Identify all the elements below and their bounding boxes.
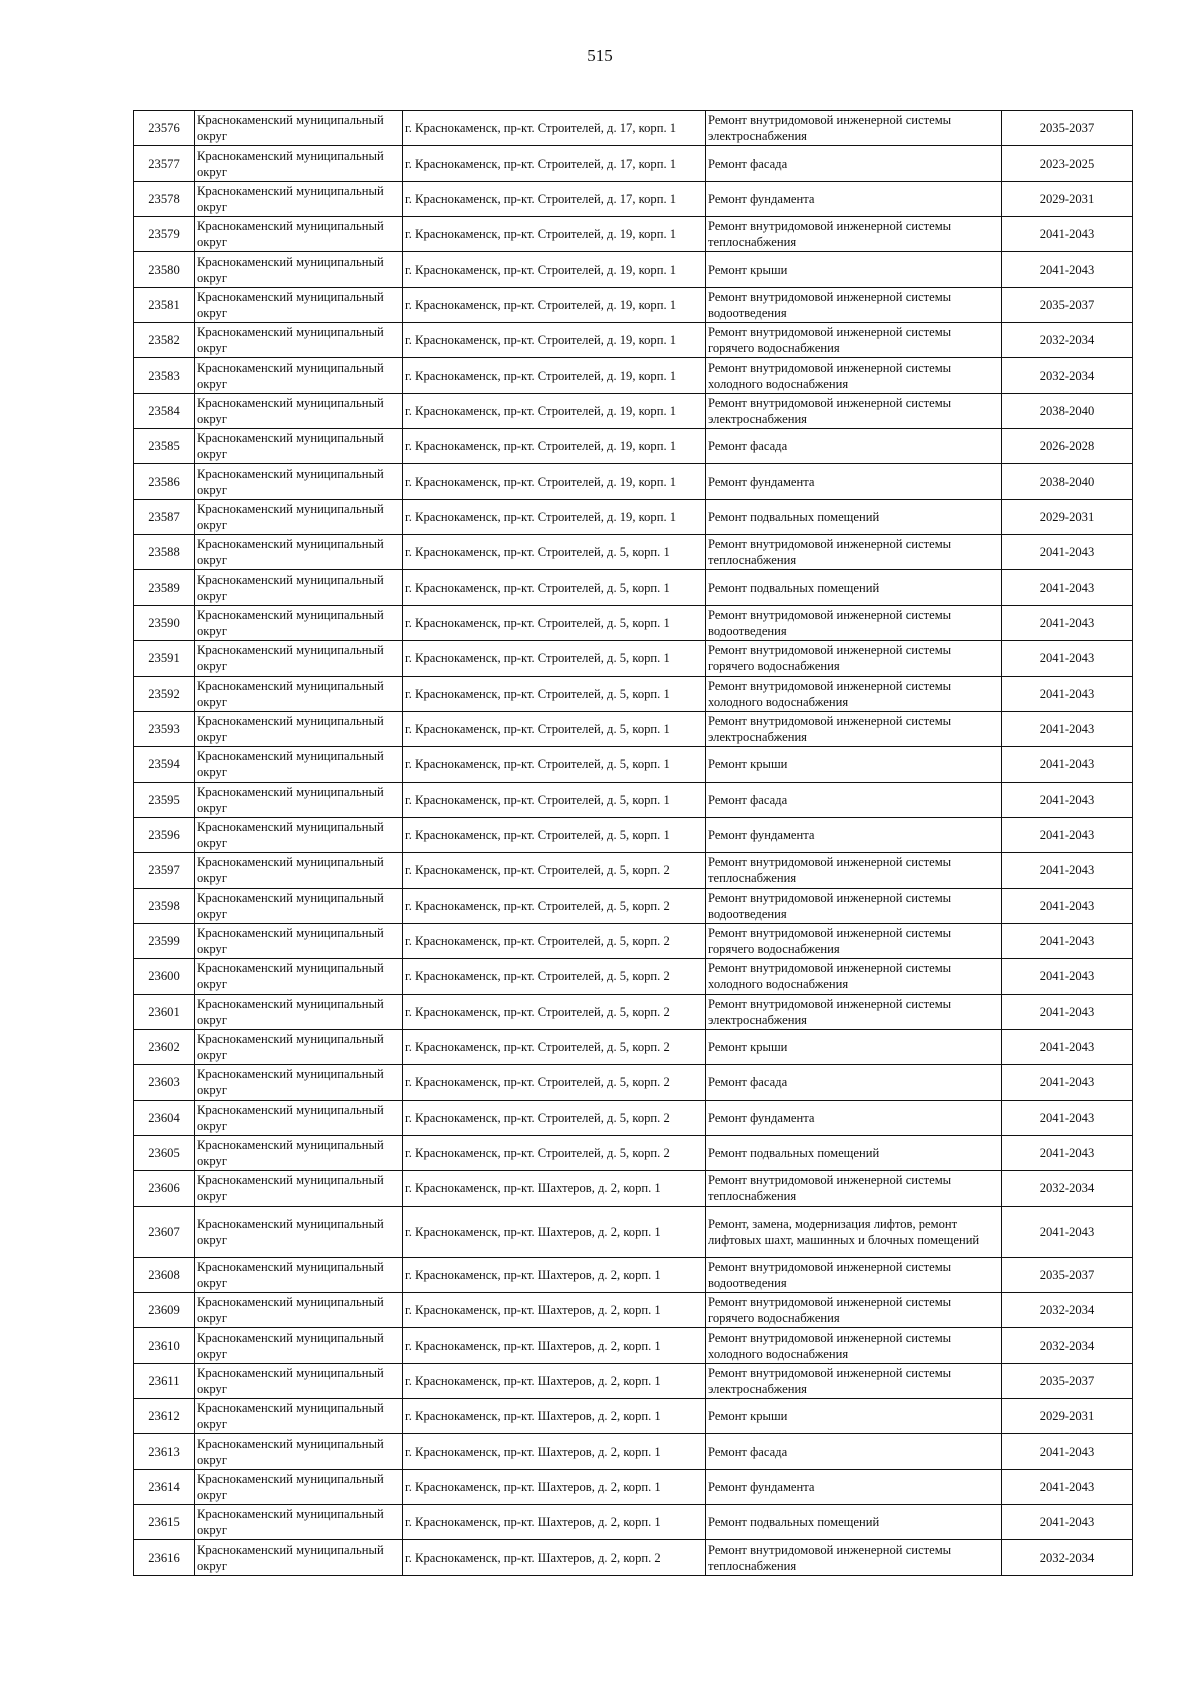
period-cell: 2032-2034 bbox=[1002, 1171, 1133, 1206]
municipality-cell: Краснокаменский муниципальный округ bbox=[195, 1206, 403, 1257]
table-row bbox=[134, 1206, 1133, 1257]
row-number-cell: 23582 bbox=[134, 323, 195, 358]
table-row bbox=[134, 1328, 1133, 1363]
address-cell: г. Краснокаменск, пр-кт. Строителей, д. 5, корп. 2 bbox=[403, 1029, 706, 1064]
address-cell: г. Краснокаменск, пр-кт. Строителей, д. 19, корп. 1 bbox=[403, 252, 706, 287]
row-number-cell: 23588 bbox=[134, 535, 195, 570]
period-cell: 2038-2040 bbox=[1002, 464, 1133, 499]
address-cell: г. Краснокаменск, пр-кт. Шахтеров, д. 2, корп. 1 bbox=[403, 1257, 706, 1292]
row-number-cell: 23600 bbox=[134, 959, 195, 994]
row-number-cell: 23595 bbox=[134, 782, 195, 817]
address-cell: г. Краснокаменск, пр-кт. Строителей, д. 5, корп. 2 bbox=[403, 1100, 706, 1135]
period-cell: 2026-2028 bbox=[1002, 429, 1133, 464]
work-type-cell: Ремонт внутридомовой инженерной системы электроснабжения bbox=[706, 1363, 1002, 1398]
municipality-cell: Краснокаменский муниципальный округ bbox=[195, 1505, 403, 1540]
row-number-cell: 23602 bbox=[134, 1029, 195, 1064]
municipality-cell: Краснокаменский муниципальный округ bbox=[195, 888, 403, 923]
work-type-cell: Ремонт фасада bbox=[706, 429, 1002, 464]
table-row bbox=[134, 711, 1133, 746]
row-number-cell: 23614 bbox=[134, 1469, 195, 1504]
municipality-cell: Краснокаменский муниципальный округ bbox=[195, 358, 403, 393]
period-cell: 2041-2043 bbox=[1002, 782, 1133, 817]
period-cell: 2041-2043 bbox=[1002, 888, 1133, 923]
municipality-cell: Краснокаменский муниципальный округ bbox=[195, 111, 403, 146]
address-cell: г. Краснокаменск, пр-кт. Строителей, д. 19, корп. 1 bbox=[403, 499, 706, 534]
municipality-cell: Краснокаменский муниципальный округ bbox=[195, 641, 403, 676]
row-number-cell: 23584 bbox=[134, 393, 195, 428]
municipality-cell: Краснокаменский муниципальный округ bbox=[195, 1540, 403, 1575]
row-number-cell: 23578 bbox=[134, 181, 195, 216]
work-type-cell: Ремонт внутридомовой инженерной системы теплоснабжения bbox=[706, 1540, 1002, 1575]
municipality-cell: Краснокаменский муниципальный округ bbox=[195, 1100, 403, 1135]
period-cell: 2041-2043 bbox=[1002, 1434, 1133, 1469]
period-cell: 2023-2025 bbox=[1002, 146, 1133, 181]
period-cell: 2032-2034 bbox=[1002, 1328, 1133, 1363]
period-cell: 2041-2043 bbox=[1002, 1206, 1133, 1257]
table-row bbox=[134, 888, 1133, 923]
table-row bbox=[134, 217, 1133, 252]
row-number-cell: 23608 bbox=[134, 1257, 195, 1292]
address-cell: г. Краснокаменск, пр-кт. Шахтеров, д. 2, корп. 1 bbox=[403, 1293, 706, 1328]
row-number-cell: 23586 bbox=[134, 464, 195, 499]
table-row bbox=[134, 570, 1133, 605]
table-row bbox=[134, 1100, 1133, 1135]
period-cell: 2041-2043 bbox=[1002, 959, 1133, 994]
municipality-cell: Краснокаменский муниципальный округ bbox=[195, 1135, 403, 1170]
table-row bbox=[134, 535, 1133, 570]
period-cell: 2041-2043 bbox=[1002, 641, 1133, 676]
address-cell: г. Краснокаменск, пр-кт. Строителей, д. 5, корп. 2 bbox=[403, 1065, 706, 1100]
period-cell: 2035-2037 bbox=[1002, 1363, 1133, 1398]
address-cell: г. Краснокаменск, пр-кт. Строителей, д. 5, корп. 1 bbox=[403, 747, 706, 782]
work-type-cell: Ремонт внутридомовой инженерной системы холодного водоснабжения bbox=[706, 676, 1002, 711]
work-type-cell: Ремонт внутридомовой инженерной системы холодного водоснабжения bbox=[706, 1328, 1002, 1363]
address-cell: г. Краснокаменск, пр-кт. Строителей, д. 17, корп. 1 bbox=[403, 146, 706, 181]
municipality-cell: Краснокаменский муниципальный округ bbox=[195, 1065, 403, 1100]
address-cell: г. Краснокаменск, пр-кт. Строителей, д. 5, корп. 1 bbox=[403, 711, 706, 746]
row-number-cell: 23576 bbox=[134, 111, 195, 146]
period-cell: 2041-2043 bbox=[1002, 923, 1133, 958]
work-type-cell: Ремонт крыши bbox=[706, 1399, 1002, 1434]
period-cell: 2035-2037 bbox=[1002, 287, 1133, 322]
municipality-cell: Краснокаменский муниципальный округ bbox=[195, 429, 403, 464]
row-number-cell: 23596 bbox=[134, 817, 195, 852]
work-type-cell: Ремонт внутридомовой инженерной системы электроснабжения bbox=[706, 393, 1002, 428]
table-row bbox=[134, 1065, 1133, 1100]
row-number-cell: 23591 bbox=[134, 641, 195, 676]
period-cell: 2029-2031 bbox=[1002, 1399, 1133, 1434]
row-number-cell: 23597 bbox=[134, 853, 195, 888]
municipality-cell: Краснокаменский муниципальный округ bbox=[195, 1257, 403, 1292]
period-cell: 2041-2043 bbox=[1002, 535, 1133, 570]
row-number-cell: 23592 bbox=[134, 676, 195, 711]
period-cell: 2041-2043 bbox=[1002, 1135, 1133, 1170]
address-cell: г. Краснокаменск, пр-кт. Строителей, д. 5, корп. 2 bbox=[403, 1135, 706, 1170]
table-row bbox=[134, 853, 1133, 888]
repair-schedule-table bbox=[133, 110, 1133, 1576]
row-number-cell: 23577 bbox=[134, 146, 195, 181]
work-type-cell: Ремонт подвальных помещений bbox=[706, 570, 1002, 605]
municipality-cell: Краснокаменский муниципальный округ bbox=[195, 217, 403, 252]
municipality-cell: Краснокаменский муниципальный округ bbox=[195, 853, 403, 888]
table-row bbox=[134, 1505, 1133, 1540]
row-number-cell: 23612 bbox=[134, 1399, 195, 1434]
table-row bbox=[134, 959, 1133, 994]
period-cell: 2032-2034 bbox=[1002, 1540, 1133, 1575]
work-type-cell: Ремонт внутридомовой инженерной системы горячего водоснабжения bbox=[706, 323, 1002, 358]
address-cell: г. Краснокаменск, пр-кт. Строителей, д. 5, корп. 1 bbox=[403, 605, 706, 640]
row-number-cell: 23611 bbox=[134, 1363, 195, 1398]
table-row bbox=[134, 323, 1133, 358]
row-number-cell: 23605 bbox=[134, 1135, 195, 1170]
municipality-cell: Краснокаменский муниципальный округ bbox=[195, 923, 403, 958]
work-type-cell: Ремонт подвальных помещений bbox=[706, 1505, 1002, 1540]
work-type-cell: Ремонт внутридомовой инженерной системы теплоснабжения bbox=[706, 1171, 1002, 1206]
table-row bbox=[134, 605, 1133, 640]
period-cell: 2041-2043 bbox=[1002, 217, 1133, 252]
table-row bbox=[134, 817, 1133, 852]
municipality-cell: Краснокаменский муниципальный округ bbox=[195, 747, 403, 782]
address-cell: г. Краснокаменск, пр-кт. Строителей, д. 17, корп. 1 bbox=[403, 111, 706, 146]
table-row bbox=[134, 1293, 1133, 1328]
row-number-cell: 23604 bbox=[134, 1100, 195, 1135]
work-type-cell: Ремонт подвальных помещений bbox=[706, 1135, 1002, 1170]
municipality-cell: Краснокаменский муниципальный округ bbox=[195, 146, 403, 181]
work-type-cell: Ремонт внутридомовой инженерной системы горячего водоснабжения bbox=[706, 641, 1002, 676]
municipality-cell: Краснокаменский муниципальный округ bbox=[195, 570, 403, 605]
table-row bbox=[134, 923, 1133, 958]
row-number-cell: 23601 bbox=[134, 994, 195, 1029]
row-number-cell: 23589 bbox=[134, 570, 195, 605]
table-row bbox=[134, 499, 1133, 534]
work-type-cell: Ремонт внутридомовой инженерной системы теплоснабжения bbox=[706, 853, 1002, 888]
period-cell: 2029-2031 bbox=[1002, 181, 1133, 216]
table-row bbox=[134, 782, 1133, 817]
row-number-cell: 23615 bbox=[134, 1505, 195, 1540]
work-type-cell: Ремонт фасада bbox=[706, 1434, 1002, 1469]
row-number-cell: 23616 bbox=[134, 1540, 195, 1575]
row-number-cell: 23590 bbox=[134, 605, 195, 640]
period-cell: 2041-2043 bbox=[1002, 853, 1133, 888]
period-cell: 2032-2034 bbox=[1002, 358, 1133, 393]
period-cell: 2041-2043 bbox=[1002, 1100, 1133, 1135]
row-number-cell: 23581 bbox=[134, 287, 195, 322]
address-cell: г. Краснокаменск, пр-кт. Строителей, д. 5, корп. 1 bbox=[403, 641, 706, 676]
municipality-cell: Краснокаменский муниципальный округ bbox=[195, 782, 403, 817]
table-body bbox=[134, 111, 1133, 1576]
table-row bbox=[134, 1363, 1133, 1398]
work-type-cell: Ремонт фундамента bbox=[706, 1100, 1002, 1135]
period-cell: 2032-2034 bbox=[1002, 1293, 1133, 1328]
table-row bbox=[134, 747, 1133, 782]
address-cell: г. Краснокаменск, пр-кт. Шахтеров, д. 2, корп. 1 bbox=[403, 1206, 706, 1257]
period-cell: 2041-2043 bbox=[1002, 994, 1133, 1029]
municipality-cell: Краснокаменский муниципальный округ bbox=[195, 605, 403, 640]
address-cell: г. Краснокаменск, пр-кт. Шахтеров, д. 2, корп. 1 bbox=[403, 1505, 706, 1540]
address-cell: г. Краснокаменск, пр-кт. Строителей, д. 5, корп. 1 bbox=[403, 782, 706, 817]
row-number-cell: 23609 bbox=[134, 1293, 195, 1328]
table-row bbox=[134, 252, 1133, 287]
address-cell: г. Краснокаменск, пр-кт. Шахтеров, д. 2, корп. 1 bbox=[403, 1399, 706, 1434]
work-type-cell: Ремонт внутридомовой инженерной системы горячего водоснабжения bbox=[706, 923, 1002, 958]
work-type-cell: Ремонт фундамента bbox=[706, 464, 1002, 499]
address-cell: г. Краснокаменск, пр-кт. Строителей, д. 19, корп. 1 bbox=[403, 429, 706, 464]
address-cell: г. Краснокаменск, пр-кт. Шахтеров, д. 2, корп. 1 bbox=[403, 1434, 706, 1469]
municipality-cell: Краснокаменский муниципальный округ bbox=[195, 959, 403, 994]
table-row bbox=[134, 429, 1133, 464]
address-cell: г. Краснокаменск, пр-кт. Строителей, д. 5, корп. 2 bbox=[403, 888, 706, 923]
period-cell: 2041-2043 bbox=[1002, 1505, 1133, 1540]
address-cell: г. Краснокаменск, пр-кт. Строителей, д. 19, корп. 1 bbox=[403, 464, 706, 499]
table-row bbox=[134, 1434, 1133, 1469]
table-row bbox=[134, 146, 1133, 181]
work-type-cell: Ремонт внутридомовой инженерной системы электроснабжения bbox=[706, 711, 1002, 746]
table-row bbox=[134, 393, 1133, 428]
row-number-cell: 23587 bbox=[134, 499, 195, 534]
work-type-cell: Ремонт внутридомовой инженерной системы водоотведения bbox=[706, 605, 1002, 640]
address-cell: г. Краснокаменск, пр-кт. Шахтеров, д. 2, корп. 1 bbox=[403, 1363, 706, 1398]
address-cell: г. Краснокаменск, пр-кт. Строителей, д. 5, корп. 2 bbox=[403, 853, 706, 888]
municipality-cell: Краснокаменский муниципальный округ bbox=[195, 1469, 403, 1504]
municipality-cell: Краснокаменский муниципальный округ bbox=[195, 181, 403, 216]
work-type-cell: Ремонт внутридомовой инженерной системы электроснабжения bbox=[706, 994, 1002, 1029]
period-cell: 2041-2043 bbox=[1002, 1469, 1133, 1504]
work-type-cell: Ремонт фасада bbox=[706, 782, 1002, 817]
row-number-cell: 23613 bbox=[134, 1434, 195, 1469]
municipality-cell: Краснокаменский муниципальный округ bbox=[195, 817, 403, 852]
address-cell: г. Краснокаменск, пр-кт. Строителей, д. 5, корп. 1 bbox=[403, 817, 706, 852]
municipality-cell: Краснокаменский муниципальный округ bbox=[195, 252, 403, 287]
address-cell: г. Краснокаменск, пр-кт. Строителей, д. 5, корп. 2 bbox=[403, 959, 706, 994]
table-row bbox=[134, 1469, 1133, 1504]
municipality-cell: Краснокаменский муниципальный округ bbox=[195, 1171, 403, 1206]
work-type-cell: Ремонт внутридомовой инженерной системы водоотведения bbox=[706, 1257, 1002, 1292]
table-row bbox=[134, 464, 1133, 499]
table-row bbox=[134, 641, 1133, 676]
table-row bbox=[134, 111, 1133, 146]
work-type-cell: Ремонт крыши bbox=[706, 252, 1002, 287]
period-cell: 2041-2043 bbox=[1002, 711, 1133, 746]
municipality-cell: Краснокаменский муниципальный округ bbox=[195, 535, 403, 570]
row-number-cell: 23580 bbox=[134, 252, 195, 287]
row-number-cell: 23583 bbox=[134, 358, 195, 393]
work-type-cell: Ремонт фасада bbox=[706, 146, 1002, 181]
row-number-cell: 23585 bbox=[134, 429, 195, 464]
municipality-cell: Краснокаменский муниципальный округ bbox=[195, 1399, 403, 1434]
municipality-cell: Краснокаменский муниципальный округ bbox=[195, 711, 403, 746]
municipality-cell: Краснокаменский муниципальный округ bbox=[195, 1363, 403, 1398]
row-number-cell: 23610 bbox=[134, 1328, 195, 1363]
municipality-cell: Краснокаменский муниципальный округ bbox=[195, 464, 403, 499]
work-type-cell: Ремонт внутридомовой инженерной системы электроснабжения bbox=[706, 111, 1002, 146]
address-cell: г. Краснокаменск, пр-кт. Шахтеров, д. 2, корп. 2 bbox=[403, 1540, 706, 1575]
period-cell: 2041-2043 bbox=[1002, 747, 1133, 782]
address-cell: г. Краснокаменск, пр-кт. Строителей, д. 19, корп. 1 bbox=[403, 358, 706, 393]
work-type-cell: Ремонт внутридомовой инженерной системы холодного водоснабжения bbox=[706, 959, 1002, 994]
work-type-cell: Ремонт фундамента bbox=[706, 181, 1002, 216]
address-cell: г. Краснокаменск, пр-кт. Шахтеров, д. 2, корп. 1 bbox=[403, 1171, 706, 1206]
work-type-cell: Ремонт фундамента bbox=[706, 1469, 1002, 1504]
address-cell: г. Краснокаменск, пр-кт. Строителей, д. 5, корп. 2 bbox=[403, 923, 706, 958]
work-type-cell: Ремонт фасада bbox=[706, 1065, 1002, 1100]
address-cell: г. Краснокаменск, пр-кт. Строителей, д. 5, корп. 2 bbox=[403, 994, 706, 1029]
municipality-cell: Краснокаменский муниципальный округ bbox=[195, 994, 403, 1029]
municipality-cell: Краснокаменский муниципальный округ bbox=[195, 1328, 403, 1363]
address-cell: г. Краснокаменск, пр-кт. Строителей, д. 19, корп. 1 bbox=[403, 217, 706, 252]
table-row bbox=[134, 1257, 1133, 1292]
period-cell: 2041-2043 bbox=[1002, 1029, 1133, 1064]
table-row bbox=[134, 287, 1133, 322]
period-cell: 2029-2031 bbox=[1002, 499, 1133, 534]
period-cell: 2041-2043 bbox=[1002, 570, 1133, 605]
table-row bbox=[134, 994, 1133, 1029]
row-number-cell: 23603 bbox=[134, 1065, 195, 1100]
municipality-cell: Краснокаменский муниципальный округ bbox=[195, 499, 403, 534]
work-type-cell: Ремонт внутридомовой инженерной системы теплоснабжения bbox=[706, 535, 1002, 570]
address-cell: г. Краснокаменск, пр-кт. Строителей, д. 19, корп. 1 bbox=[403, 393, 706, 428]
work-type-cell: Ремонт крыши bbox=[706, 1029, 1002, 1064]
municipality-cell: Краснокаменский муниципальный округ bbox=[195, 287, 403, 322]
period-cell: 2035-2037 bbox=[1002, 111, 1133, 146]
work-type-cell: Ремонт внутридомовой инженерной системы горячего водоснабжения bbox=[706, 1293, 1002, 1328]
row-number-cell: 23599 bbox=[134, 923, 195, 958]
table-row bbox=[134, 358, 1133, 393]
municipality-cell: Краснокаменский муниципальный округ bbox=[195, 1434, 403, 1469]
row-number-cell: 23606 bbox=[134, 1171, 195, 1206]
period-cell: 2041-2043 bbox=[1002, 605, 1133, 640]
address-cell: г. Краснокаменск, пр-кт. Строителей, д. 5, корп. 1 bbox=[403, 570, 706, 605]
municipality-cell: Краснокаменский муниципальный округ bbox=[195, 393, 403, 428]
municipality-cell: Краснокаменский муниципальный округ bbox=[195, 676, 403, 711]
table-row bbox=[134, 181, 1133, 216]
work-type-cell: Ремонт внутридомовой инженерной системы холодного водоснабжения bbox=[706, 358, 1002, 393]
address-cell: г. Краснокаменск, пр-кт. Шахтеров, д. 2, корп. 1 bbox=[403, 1328, 706, 1363]
period-cell: 2041-2043 bbox=[1002, 676, 1133, 711]
period-cell: 2032-2034 bbox=[1002, 323, 1133, 358]
address-cell: г. Краснокаменск, пр-кт. Строителей, д. 5, корп. 1 bbox=[403, 535, 706, 570]
period-cell: 2041-2043 bbox=[1002, 817, 1133, 852]
period-cell: 2035-2037 bbox=[1002, 1257, 1133, 1292]
period-cell: 2038-2040 bbox=[1002, 393, 1133, 428]
work-type-cell: Ремонт внутридомовой инженерной системы водоотведения bbox=[706, 287, 1002, 322]
table-row bbox=[134, 1171, 1133, 1206]
work-type-cell: Ремонт внутридомовой инженерной системы водоотведения bbox=[706, 888, 1002, 923]
row-number-cell: 23598 bbox=[134, 888, 195, 923]
work-type-cell: Ремонт, замена, модернизация лифтов, ремонт лифтовых шахт, машинных и блочных помещений bbox=[706, 1206, 1002, 1257]
period-cell: 2041-2043 bbox=[1002, 1065, 1133, 1100]
table-row bbox=[134, 1399, 1133, 1434]
row-number-cell: 23607 bbox=[134, 1206, 195, 1257]
table-row bbox=[134, 676, 1133, 711]
address-cell: г. Краснокаменск, пр-кт. Строителей, д. 19, корп. 1 bbox=[403, 323, 706, 358]
row-number-cell: 23593 bbox=[134, 711, 195, 746]
table-row bbox=[134, 1135, 1133, 1170]
work-type-cell: Ремонт фундамента bbox=[706, 817, 1002, 852]
row-number-cell: 23594 bbox=[134, 747, 195, 782]
row-number-cell: 23579 bbox=[134, 217, 195, 252]
municipality-cell: Краснокаменский муниципальный округ bbox=[195, 1029, 403, 1064]
address-cell: г. Краснокаменск, пр-кт. Строителей, д. 5, корп. 1 bbox=[403, 676, 706, 711]
municipality-cell: Краснокаменский муниципальный округ bbox=[195, 1293, 403, 1328]
municipality-cell: Краснокаменский муниципальный округ bbox=[195, 323, 403, 358]
table-row bbox=[134, 1540, 1133, 1575]
address-cell: г. Краснокаменск, пр-кт. Строителей, д. 17, корп. 1 bbox=[403, 181, 706, 216]
address-cell: г. Краснокаменск, пр-кт. Строителей, д. 19, корп. 1 bbox=[403, 287, 706, 322]
work-type-cell: Ремонт внутридомовой инженерной системы теплоснабжения bbox=[706, 217, 1002, 252]
address-cell: г. Краснокаменск, пр-кт. Шахтеров, д. 2, корп. 1 bbox=[403, 1469, 706, 1504]
period-cell: 2041-2043 bbox=[1002, 252, 1133, 287]
page-number: 515 bbox=[587, 46, 613, 65]
work-type-cell: Ремонт подвальных помещений bbox=[706, 499, 1002, 534]
work-type-cell: Ремонт крыши bbox=[706, 747, 1002, 782]
table-row bbox=[134, 1029, 1133, 1064]
